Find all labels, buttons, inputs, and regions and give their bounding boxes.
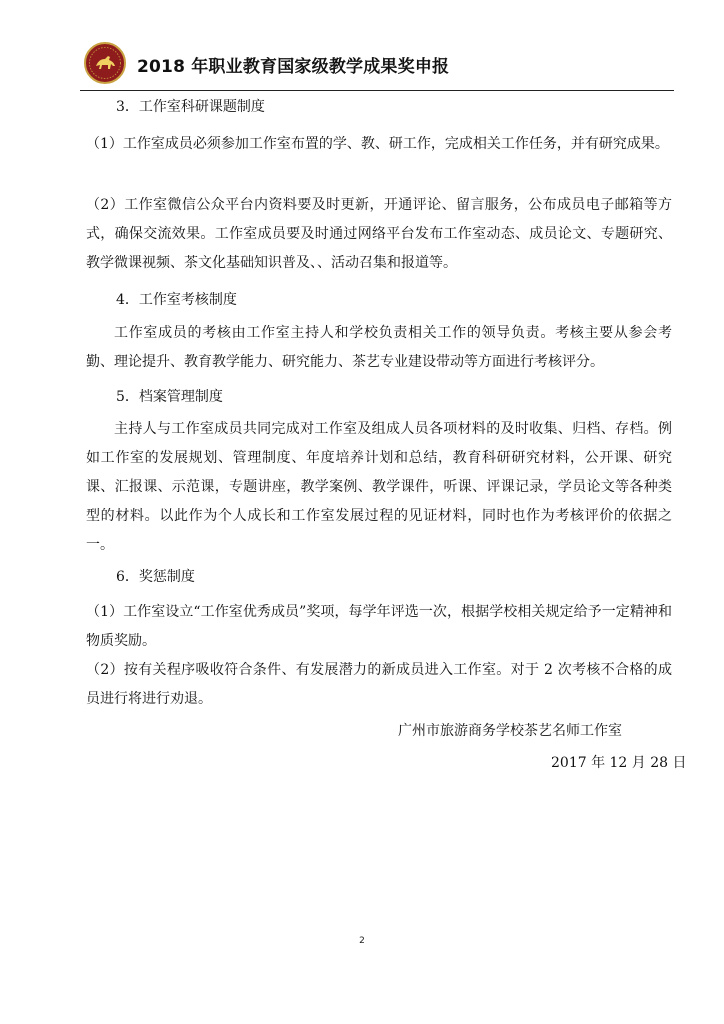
section-heading-5: 5．档案管理制度 [116,389,223,405]
section-heading-6: 6．奖惩制度 [116,569,195,585]
page-header [80,42,674,90]
paragraph-3-1: （1）工作室成员必须参加工作室布置的学、教、研工作，完成相关工作任务，并有研究成果。 [86,136,669,152]
document-header-title: 2018 年职业教育国家级教学成果奖申报 [137,57,450,77]
section-heading-3: 3．工作室科研课题制度 [116,99,265,115]
paragraph-3-2: （2）工作室微信公众平台内资料要及时更新，开通评论、留言服务，公布成员电子邮箱等方式，确保交流效果。工作室成员要及时通过网络平台发布工作室动态、成员论文、专题研究、教学微课视频、茶文化基础知识普及、、活动召集和报道等。 [86,197,672,271]
school-emblem-icon [84,42,126,84]
signature-organization: 广州市旅游商务学校茶艺名师工作室 [398,723,622,739]
page-number: 2 [359,936,365,946]
section-heading-4: 4．工作室考核制度 [116,292,237,308]
signature-date: 2017 年 12 月 28 日 [551,755,687,771]
paragraph-5-1: 主持人与工作室成员共同完成对工作室及组成人员各项材料的及时收集、归档、存档。例如工作室的发展规划、管理制度、年度培养计划和总结，教育科研研究材料，公开课、研究课、汇报课、示范课，专题讲座，教学案例、教学课件，听课、评课记录，学员论文等各种类型的材料。以此作为个人成长和工作室发展过程的见证材料，同时也作为考核评价的依据之一。 [86,421,672,553]
paragraph-4-1: 工作室成员的考核由工作室主持人和学校负责相关工作的领导负责。考核主要从参会考勤、理论提升、教育教学能力、研究能力、茶艺专业建设带动等方面进行考核评分。 [86,325,672,370]
paragraph-6-1: （1）工作室设立“工作室优秀成员”奖项，每学年评选一次，根据学校相关规定给予一定精神和物质奖励。 [86,604,672,649]
paragraph-6-2: （2）按有关程序吸收符合条件、有发展潜力的新成员进入工作室。对于 2 次考核不合格的成员进行将进行劝退。 [86,662,672,707]
header-divider [80,90,674,91]
